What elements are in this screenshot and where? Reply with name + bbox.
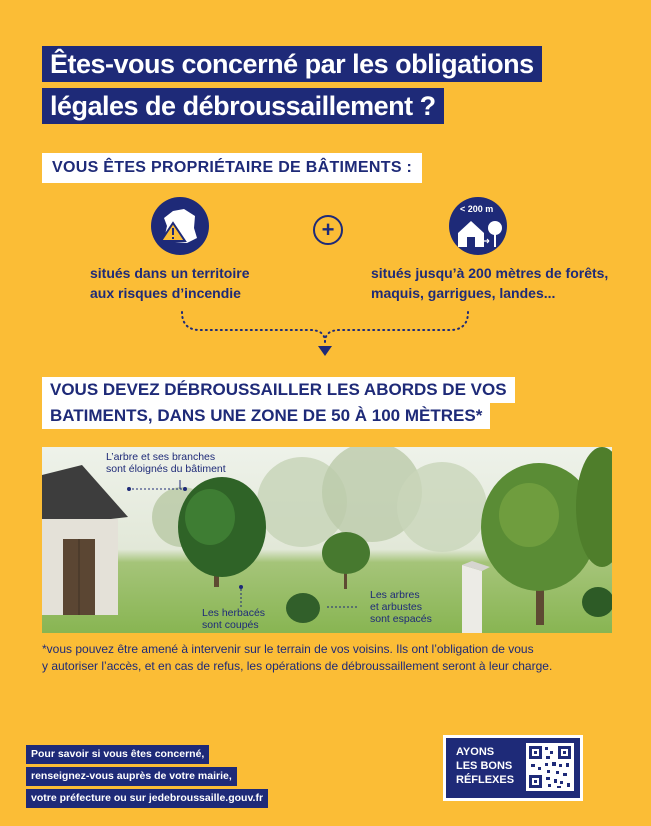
footer-info (26, 745, 268, 811)
france-fire-risk-icon (151, 197, 209, 255)
condition-1-line-1: situés dans un territoire (90, 265, 250, 281)
condition-2-line-1: situés jusqu’à 200 mètres de forêts, (371, 265, 609, 281)
badge-line-1: AYONS (456, 746, 495, 758)
condition-2-text (371, 263, 608, 303)
forest-distance-icon (449, 197, 507, 255)
qr-code-icon[interactable] (526, 743, 574, 791)
label-herb-line-2: sont coupés (202, 619, 259, 631)
label-herbaceous (202, 607, 265, 631)
distance-badge: < 200 m (460, 204, 494, 214)
footnote-line-1: *vous pouvez être amené à intervenir sur le terrain de vos voisins. Ils ont l’obligation de vous (42, 642, 534, 656)
obligation-line-1: VOUS DEVEZ DÉBROUSSAILLER LES ABORDS DE VOS (42, 377, 515, 403)
footer-line-2: renseignez-vous auprès de votre mairie, (26, 767, 237, 786)
condition-2-line-2: maquis, garrigues, landes... (371, 285, 556, 301)
label-tree-distance (106, 451, 226, 475)
badge-line-2: LES BONS (456, 760, 513, 772)
label-trees-spaced (370, 589, 432, 625)
label-herb-line-1: Les herbacés (202, 607, 266, 619)
badge-line-3: RÉFLEXES (456, 774, 515, 786)
footer-line-1: Pour savoir si vous êtes concerné, (26, 745, 209, 764)
plus-icon (313, 215, 343, 245)
footnote-line-2: y autoriser l’accès, et en cas de refus, les opérations de débroussaillement seront à leur charge. (42, 659, 553, 673)
bons-reflexes-badge (443, 735, 583, 801)
label-tree-line-2: sont éloignés du bâtiment (106, 463, 226, 475)
title-line-1: Êtes-vous concerné par les obligations (42, 46, 542, 82)
condition-1-text (90, 263, 249, 303)
label-spaced-line-3: sont espacés (370, 613, 432, 625)
footer-line-3[interactable]: votre préfecture ou sur jedebroussaille.gouv.fr (26, 789, 268, 808)
footnote (42, 641, 602, 675)
owner-heading: VOUS ÊTES PROPRIÉTAIRE DE BÂTIMENTS : (42, 153, 422, 183)
condition-1-line-2: aux risques d’incendie (90, 285, 241, 301)
plus-symbol: + (321, 217, 335, 242)
title-line-2: légales de débroussaillement ? (42, 88, 444, 124)
debroussaillement-illustration (42, 447, 612, 633)
label-spaced-line-2: et arbustes (370, 601, 422, 613)
label-tree-line-1: L’arbre et ses branches (106, 451, 216, 463)
badge-text (456, 745, 514, 787)
obligation-line-2: BATIMENTS, DANS UNE ZONE DE 50 À 100 MÈTRES* (42, 403, 490, 429)
label-spaced-line-1: Les arbres (370, 589, 420, 601)
dotted-connector (170, 310, 480, 360)
